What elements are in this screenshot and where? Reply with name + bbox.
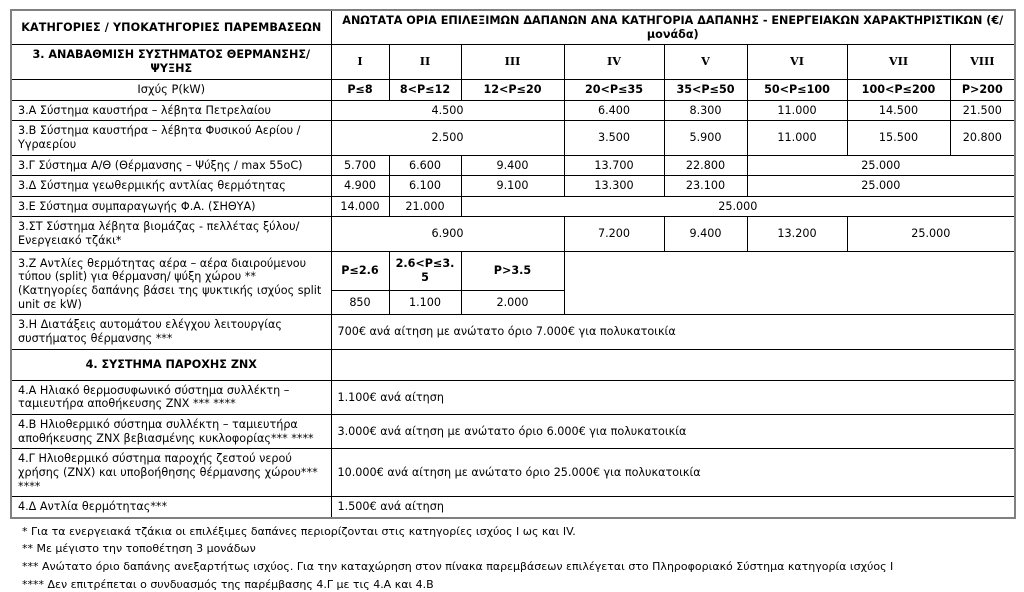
footnote-2: ** Με μέγιστο την τοποθέτηση 3 μονάδων [22, 542, 256, 556]
value-cell: 9.400 [461, 155, 564, 176]
section3-title: 3. ΑΝΑΒΑΘΜΙΣΗ ΣΥΣΤΗΜΑΤΟΣ ΘΕΡΜΑΝΣΗΣ/ΨΥΞΗΣ [11, 45, 331, 79]
value-cell: 21.500 [950, 100, 1015, 121]
range-iii: 12<P≤20 [461, 79, 564, 100]
split-range-1: P≤2.6 [331, 251, 389, 291]
row-label-4d: 4.Δ Αντλία θερμότητας*** [11, 497, 331, 518]
value-cell: 9.400 [664, 217, 747, 251]
row-label: 3.Δ Σύστημα γεωθερμικής αντλίας θερμότητας [11, 176, 331, 197]
range-ii: 8<P≤12 [389, 79, 461, 100]
value-cell: 23.100 [664, 176, 747, 197]
row-3d [11, 176, 1015, 197]
power-class-vii: VII [847, 45, 950, 79]
footnote-3: *** Ανώτατο όριο δαπάνης ανεξαρτήτως ισχύος. Για την καταχώρηση στον πίνακα παρεμβάσεων επιλέγεται στο Πληροφοριακό Σύστημα κατηγορία ισχύος Ι [22, 560, 894, 573]
value-cell: 20.800 [950, 121, 1015, 155]
row-label: 3.Β Σύστημα καυστήρα – λέβητα Φυσικού Αερίου / Υγραερίου [11, 121, 331, 155]
value-cell: 13.300 [564, 176, 664, 197]
empty-area-3z [564, 251, 1015, 315]
row-label: 3.Α Σύστημα καυστήρα – λέβητα Πετρελαίου [11, 100, 331, 121]
value-cell: 25.000 [747, 155, 1015, 176]
value-cell: 3.500 [564, 121, 664, 155]
header-row-section3 [11, 45, 1015, 79]
limits-title: ΑΝΩΤΑΤΑ ΟΡΙΑ ΕΠΙΛΕΞΙΜΩΝ ΔΑΠΑΝΩΝ ΑΝΑ ΚΑΤΗΓΟΡΙΑ ΔΑΠΑΝΗΣ - ΕΝΕΡΓΕΙΑΚΩΝ ΧΑΡΑΚΤΗΡΙΣΤΙΚΩΝ (€/μονάδα) [331, 10, 1015, 45]
split-value-1: 850 [331, 291, 389, 315]
range-v: 35<P≤50 [664, 79, 747, 100]
row-3g [11, 155, 1015, 176]
value-cell: 11.000 [747, 100, 847, 121]
value-cell: 13.700 [564, 155, 664, 176]
value-cell: 15.500 [847, 121, 950, 155]
row-label: 3.ΣΤ Σύστημα λέβητα βιομάζας - πελλέτας ξύλου/ Ενεργειακό τζάκι* [11, 217, 331, 251]
value-cell: 6.600 [389, 155, 461, 176]
row-3z-headers [11, 251, 1015, 291]
row-label-3h: 3.Η Διατάξεις αυτομάτου ελέγχου λειτουργίας συστήματος θέρμανσης *** [11, 315, 331, 349]
eligible-expense-limits-table [10, 9, 1016, 519]
row-label-4a: 4.Α Ηλιακό θερμοσυφωνικό σύστημα συλλέκτη – ταμιευτήρα αποθήκευσης ΖΝΧ *** **** [11, 380, 331, 414]
range-vii: 100<P≤200 [847, 79, 950, 100]
power-class-iii: ΙΙΙ [461, 45, 564, 79]
value-cell: 4.500 [331, 100, 564, 121]
label-column-title: ΚΑΤΗΓΟΡΙΕΣ / ΥΠΟΚΑΤΗΓΟΡΙΕΣ ΠΑΡΕΜΒΑΣΕΩΝ [11, 10, 331, 45]
value-cell: 11.000 [747, 121, 847, 155]
row-value-4a: 1.100€ ανά αίτηση [331, 380, 1015, 414]
row-label: 3.Γ Σύστημα Α/Θ (Θέρμανσης – Ψύξης / max 55οC) [11, 155, 331, 176]
power-class-ii: ΙΙ [389, 45, 461, 79]
value-cell: 5.900 [664, 121, 747, 155]
row-value-4d: 1.500€ ανά αίτηση [331, 497, 1015, 518]
row-3b [11, 121, 1015, 155]
value-cell: 8.300 [664, 100, 747, 121]
value-cell: 21.000 [389, 196, 461, 217]
row-4b [11, 415, 1015, 449]
row-section4-header [11, 349, 1015, 380]
value-cell: 5.700 [331, 155, 389, 176]
row-label-4g: 4.Γ Ηλιοθερμικό σύστημα παροχής ζεστού νερού χρήσης (ΖΝΧ) και υποβοήθησης θέρμανσης χώρου*** **** [11, 449, 331, 497]
value-cell: 9.100 [461, 176, 564, 197]
row-4a [11, 380, 1015, 414]
value-cell: 22.800 [664, 155, 747, 176]
row-3a [11, 100, 1015, 121]
value-cell: 14.000 [331, 196, 389, 217]
footnote-1: * Για τα ενεργειακά τζάκια οι επιλέξιμες δαπάνες περιορίζονται στις κατηγορίες ισχύος Ι ως και ΙV. [22, 524, 576, 538]
section4-title: 4. ΣΥΣΤΗΜΑ ΠΑΡΟΧΗΣ ΖΝΧ [11, 349, 331, 380]
value-cell: 6.900 [331, 217, 564, 251]
range-iv: 20<P≤35 [564, 79, 664, 100]
row-3h [11, 315, 1015, 349]
row-value-4g: 10.000€ ανά αίτηση με ανώτατο όριο 25.000€ για πολυκατοικία [331, 449, 1015, 497]
header-row-ranges [11, 79, 1015, 100]
power-class-i: Ι [331, 45, 389, 79]
table-body [11, 10, 1015, 518]
power-class-iv: ΙV [564, 45, 664, 79]
value-cell: 6.100 [389, 176, 461, 197]
value-cell: 13.200 [747, 217, 847, 251]
value-cell: 2.500 [331, 121, 564, 155]
empty-area-section4 [331, 349, 1015, 380]
split-value-3: 2.000 [461, 291, 564, 315]
footnotes-block [10, 525, 1014, 592]
row-4d [11, 497, 1015, 518]
split-range-3: P>3.5 [461, 251, 564, 291]
row-label: 3.Ε Σύστημα συμπαραγωγής Φ.Α. (ΣΗΘΥΑ) [11, 196, 331, 217]
power-class-viii: VIII [950, 45, 1015, 79]
split-value-2: 1.100 [389, 291, 461, 315]
value-cell: 6.400 [564, 100, 664, 121]
power-label: Ισχύς P(kW) [11, 79, 331, 100]
value-cell: 4.900 [331, 176, 389, 197]
row-4g [11, 449, 1015, 497]
row-value-4b: 3.000€ ανά αίτηση με ανώτατο όριο 6.000€ για πολυκατοικία [331, 415, 1015, 449]
row-3e [11, 196, 1015, 217]
row-label-3z: 3.Ζ Αντλίες θερμότητας αέρα – αέρα διαιρούμενου τύπου (split) για θέρμανση/ ψύξη χώρου ** (Κατηγορίες δαπάνης βάσει της ψυκτικής ισχύος split unit σε kW) [11, 251, 331, 315]
power-class-v: V [664, 45, 747, 79]
range-vi: 50<P≤100 [747, 79, 847, 100]
value-cell: 14.500 [847, 100, 950, 121]
power-class-vi: VI [747, 45, 847, 79]
header-row-titles [11, 10, 1015, 45]
row-label-4b: 4.Β Ηλιοθερμικό σύστημα συλλέκτη – ταμιευτήρα αποθήκευσης ΖΝΧ βεβιασμένης κυκλοφορίας*** **** [11, 415, 331, 449]
range-viii: P>200 [950, 79, 1015, 100]
value-cell: 7.200 [564, 217, 664, 251]
row-3st [11, 217, 1015, 251]
value-cell: 25.000 [847, 217, 1015, 251]
split-range-2: 2.6<P≤3.5 [389, 251, 461, 291]
value-cell: 25.000 [461, 196, 1015, 217]
row-value-3h: 700€ ανά αίτηση με ανώτατο όριο 7.000€ για πολυκατοικία [331, 315, 1015, 349]
value-cell: 25.000 [747, 176, 1015, 197]
footnote-4: **** Δεν επιτρέπεται ο συνδυασμός της παρέμβασης 4.Γ με τις 4.Α και 4.Β [22, 577, 434, 591]
range-i: P≤8 [331, 79, 389, 100]
